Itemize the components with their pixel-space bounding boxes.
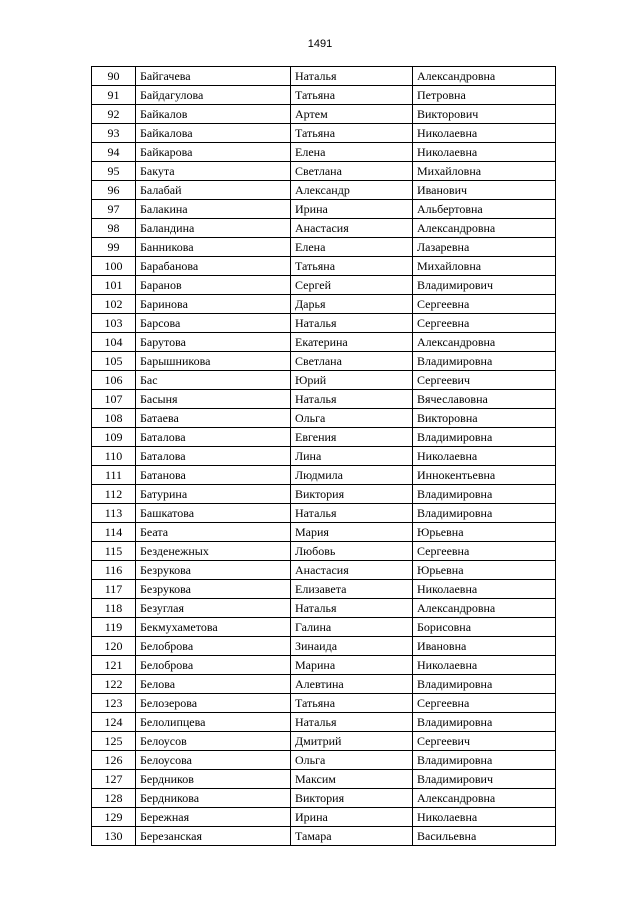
first-name-cell: Любовь — [291, 542, 413, 561]
first-name-cell: Ольга — [291, 409, 413, 428]
last-name-cell: Баталова — [136, 447, 291, 466]
row-number-cell: 116 — [92, 561, 136, 580]
patronymic-cell: Владимировна — [413, 713, 556, 732]
table-row — [92, 808, 556, 827]
patronymic-cell: Иннокентьевна — [413, 466, 556, 485]
last-name-cell: Барабанова — [136, 257, 291, 276]
table-row — [92, 656, 556, 675]
patronymic-cell: Вячеславовна — [413, 390, 556, 409]
first-name-cell: Наталья — [291, 599, 413, 618]
first-name-cell: Зинаида — [291, 637, 413, 656]
first-name-cell: Наталья — [291, 390, 413, 409]
row-number-cell: 119 — [92, 618, 136, 637]
table-row — [92, 485, 556, 504]
table-row — [92, 257, 556, 276]
last-name-cell: Бекмухаметова — [136, 618, 291, 637]
table-row — [92, 751, 556, 770]
first-name-cell: Наталья — [291, 314, 413, 333]
last-name-cell: Беата — [136, 523, 291, 542]
last-name-cell: Басыня — [136, 390, 291, 409]
row-number-cell: 115 — [92, 542, 136, 561]
table-row — [92, 409, 556, 428]
last-name-cell: Байкалова — [136, 124, 291, 143]
table-row — [92, 504, 556, 523]
table-row — [92, 295, 556, 314]
last-name-cell: Банникова — [136, 238, 291, 257]
last-name-cell: Байгачева — [136, 67, 291, 86]
last-name-cell: Балакина — [136, 200, 291, 219]
table-row — [92, 618, 556, 637]
row-number-cell: 130 — [92, 827, 136, 846]
table-row — [92, 276, 556, 295]
patronymic-cell: Александровна — [413, 789, 556, 808]
first-name-cell: Александр — [291, 181, 413, 200]
table-row — [92, 542, 556, 561]
patronymic-cell: Викторович — [413, 105, 556, 124]
last-name-cell: Баталова — [136, 428, 291, 447]
first-name-cell: Евгения — [291, 428, 413, 447]
last-name-cell: Бас — [136, 371, 291, 390]
last-name-cell: Бережная — [136, 808, 291, 827]
first-name-cell: Наталья — [291, 67, 413, 86]
patronymic-cell: Сергеевна — [413, 542, 556, 561]
table-row — [92, 67, 556, 86]
table-row — [92, 713, 556, 732]
roster-table — [91, 66, 556, 846]
patronymic-cell: Николаевна — [413, 143, 556, 162]
last-name-cell: Бердников — [136, 770, 291, 789]
patronymic-cell: Викторовна — [413, 409, 556, 428]
table-row — [92, 770, 556, 789]
row-number-cell: 101 — [92, 276, 136, 295]
last-name-cell: Батанова — [136, 466, 291, 485]
patronymic-cell: Владимировна — [413, 352, 556, 371]
page-number: 1491 — [307, 38, 333, 50]
first-name-cell: Татьяна — [291, 86, 413, 105]
last-name-cell: Безрукова — [136, 561, 291, 580]
last-name-cell: Байкарова — [136, 143, 291, 162]
first-name-cell: Светлана — [291, 352, 413, 371]
patronymic-cell: Александровна — [413, 333, 556, 352]
last-name-cell: Барсова — [136, 314, 291, 333]
row-number-cell: 117 — [92, 580, 136, 599]
first-name-cell: Артем — [291, 105, 413, 124]
first-name-cell: Татьяна — [291, 694, 413, 713]
patronymic-cell: Борисовна — [413, 618, 556, 637]
last-name-cell: Белолипцева — [136, 713, 291, 732]
table-row — [92, 827, 556, 846]
row-number-cell: 98 — [92, 219, 136, 238]
last-name-cell: Белозерова — [136, 694, 291, 713]
table-row — [92, 124, 556, 143]
row-number-cell: 122 — [92, 675, 136, 694]
patronymic-cell: Александровна — [413, 599, 556, 618]
patronymic-cell: Сергеевич — [413, 371, 556, 390]
row-number-cell: 106 — [92, 371, 136, 390]
first-name-cell: Елена — [291, 238, 413, 257]
last-name-cell: Байкалов — [136, 105, 291, 124]
row-number-cell: 103 — [92, 314, 136, 333]
first-name-cell: Наталья — [291, 504, 413, 523]
row-number-cell: 125 — [92, 732, 136, 751]
first-name-cell: Ирина — [291, 200, 413, 219]
patronymic-cell: Владимировна — [413, 428, 556, 447]
patronymic-cell: Сергеевна — [413, 314, 556, 333]
patronymic-cell: Владимировна — [413, 504, 556, 523]
row-number-cell: 93 — [92, 124, 136, 143]
patronymic-cell: Юрьевна — [413, 561, 556, 580]
table-row — [92, 390, 556, 409]
row-number-cell: 114 — [92, 523, 136, 542]
patronymic-cell: Владимирович — [413, 276, 556, 295]
row-number-cell: 99 — [92, 238, 136, 257]
first-name-cell: Анастасия — [291, 219, 413, 238]
last-name-cell: Баринова — [136, 295, 291, 314]
first-name-cell: Сергей — [291, 276, 413, 295]
patronymic-cell: Юрьевна — [413, 523, 556, 542]
table-row — [92, 732, 556, 751]
table-row — [92, 181, 556, 200]
patronymic-cell: Владимирович — [413, 770, 556, 789]
table-row — [92, 789, 556, 808]
row-number-cell: 97 — [92, 200, 136, 219]
row-number-cell: 110 — [92, 447, 136, 466]
last-name-cell: Белоусов — [136, 732, 291, 751]
first-name-cell: Анастасия — [291, 561, 413, 580]
patronymic-cell: Сергеевич — [413, 732, 556, 751]
table-row — [92, 580, 556, 599]
last-name-cell: Белоусова — [136, 751, 291, 770]
row-number-cell: 100 — [92, 257, 136, 276]
patronymic-cell: Николаевна — [413, 447, 556, 466]
row-number-cell: 123 — [92, 694, 136, 713]
patronymic-cell: Сергеевна — [413, 295, 556, 314]
first-name-cell: Светлана — [291, 162, 413, 181]
table-row — [92, 162, 556, 181]
first-name-cell: Галина — [291, 618, 413, 637]
first-name-cell: Дарья — [291, 295, 413, 314]
patronymic-cell: Владимировна — [413, 751, 556, 770]
patronymic-cell: Ивановна — [413, 637, 556, 656]
row-number-cell: 127 — [92, 770, 136, 789]
roster-body — [92, 67, 556, 846]
patronymic-cell: Михайловна — [413, 257, 556, 276]
patronymic-cell: Иванович — [413, 181, 556, 200]
last-name-cell: Барутова — [136, 333, 291, 352]
table-row — [92, 637, 556, 656]
first-name-cell: Ирина — [291, 808, 413, 827]
row-number-cell: 113 — [92, 504, 136, 523]
patronymic-cell: Александровна — [413, 219, 556, 238]
first-name-cell: Марина — [291, 656, 413, 675]
row-number-cell: 92 — [92, 105, 136, 124]
last-name-cell: Бердникова — [136, 789, 291, 808]
patronymic-cell: Владимировна — [413, 485, 556, 504]
first-name-cell: Тамара — [291, 827, 413, 846]
first-name-cell: Татьяна — [291, 124, 413, 143]
table-row — [92, 333, 556, 352]
first-name-cell: Виктория — [291, 789, 413, 808]
first-name-cell: Людмила — [291, 466, 413, 485]
patronymic-cell: Альбертовна — [413, 200, 556, 219]
patronymic-cell: Лазаревна — [413, 238, 556, 257]
patronymic-cell: Сергеевна — [413, 694, 556, 713]
last-name-cell: Белоброва — [136, 637, 291, 656]
last-name-cell: Баранов — [136, 276, 291, 295]
last-name-cell: Бакута — [136, 162, 291, 181]
row-number-cell: 104 — [92, 333, 136, 352]
table-row — [92, 105, 556, 124]
row-number-cell: 121 — [92, 656, 136, 675]
last-name-cell: Батаева — [136, 409, 291, 428]
table-row — [92, 447, 556, 466]
last-name-cell: Барышникова — [136, 352, 291, 371]
row-number-cell: 126 — [92, 751, 136, 770]
row-number-cell: 107 — [92, 390, 136, 409]
first-name-cell: Татьяна — [291, 257, 413, 276]
last-name-cell: Байдагулова — [136, 86, 291, 105]
row-number-cell: 94 — [92, 143, 136, 162]
table-row — [92, 143, 556, 162]
first-name-cell: Алевтина — [291, 675, 413, 694]
first-name-cell: Екатерина — [291, 333, 413, 352]
table-row — [92, 200, 556, 219]
table-row — [92, 523, 556, 542]
row-number-cell: 96 — [92, 181, 136, 200]
first-name-cell: Максим — [291, 770, 413, 789]
row-number-cell: 108 — [92, 409, 136, 428]
first-name-cell: Мария — [291, 523, 413, 542]
table-row — [92, 219, 556, 238]
first-name-cell: Наталья — [291, 713, 413, 732]
last-name-cell: Безрукова — [136, 580, 291, 599]
row-number-cell: 102 — [92, 295, 136, 314]
row-number-cell: 120 — [92, 637, 136, 656]
table-row — [92, 466, 556, 485]
first-name-cell: Лина — [291, 447, 413, 466]
first-name-cell: Дмитрий — [291, 732, 413, 751]
patronymic-cell: Михайловна — [413, 162, 556, 181]
table-row — [92, 694, 556, 713]
last-name-cell: Безуглая — [136, 599, 291, 618]
table-row — [92, 371, 556, 390]
row-number-cell: 112 — [92, 485, 136, 504]
patronymic-cell: Николаевна — [413, 808, 556, 827]
table-row — [92, 561, 556, 580]
last-name-cell: Батурина — [136, 485, 291, 504]
table-row — [92, 352, 556, 371]
table-row — [92, 314, 556, 333]
patronymic-cell: Александровна — [413, 67, 556, 86]
row-number-cell: 109 — [92, 428, 136, 447]
patronymic-cell: Николаевна — [413, 656, 556, 675]
row-number-cell: 128 — [92, 789, 136, 808]
table-row — [92, 599, 556, 618]
row-number-cell: 90 — [92, 67, 136, 86]
patronymic-cell: Васильевна — [413, 827, 556, 846]
table-row — [92, 86, 556, 105]
patronymic-cell: Николаевна — [413, 580, 556, 599]
row-number-cell: 124 — [92, 713, 136, 732]
row-number-cell: 118 — [92, 599, 136, 618]
last-name-cell: Белова — [136, 675, 291, 694]
first-name-cell: Юрий — [291, 371, 413, 390]
table-row — [92, 238, 556, 257]
patronymic-cell: Владимировна — [413, 675, 556, 694]
last-name-cell: Балабай — [136, 181, 291, 200]
row-number-cell: 95 — [92, 162, 136, 181]
row-number-cell: 91 — [92, 86, 136, 105]
first-name-cell: Елизавета — [291, 580, 413, 599]
patronymic-cell: Петровна — [413, 86, 556, 105]
table-row — [92, 675, 556, 694]
last-name-cell: Белоброва — [136, 656, 291, 675]
last-name-cell: Березанская — [136, 827, 291, 846]
row-number-cell: 105 — [92, 352, 136, 371]
last-name-cell: Баландина — [136, 219, 291, 238]
last-name-cell: Безденежных — [136, 542, 291, 561]
first-name-cell: Виктория — [291, 485, 413, 504]
row-number-cell: 129 — [92, 808, 136, 827]
patronymic-cell: Николаевна — [413, 124, 556, 143]
first-name-cell: Ольга — [291, 751, 413, 770]
last-name-cell: Башкатова — [136, 504, 291, 523]
row-number-cell: 111 — [92, 466, 136, 485]
table-row — [92, 428, 556, 447]
first-name-cell: Елена — [291, 143, 413, 162]
